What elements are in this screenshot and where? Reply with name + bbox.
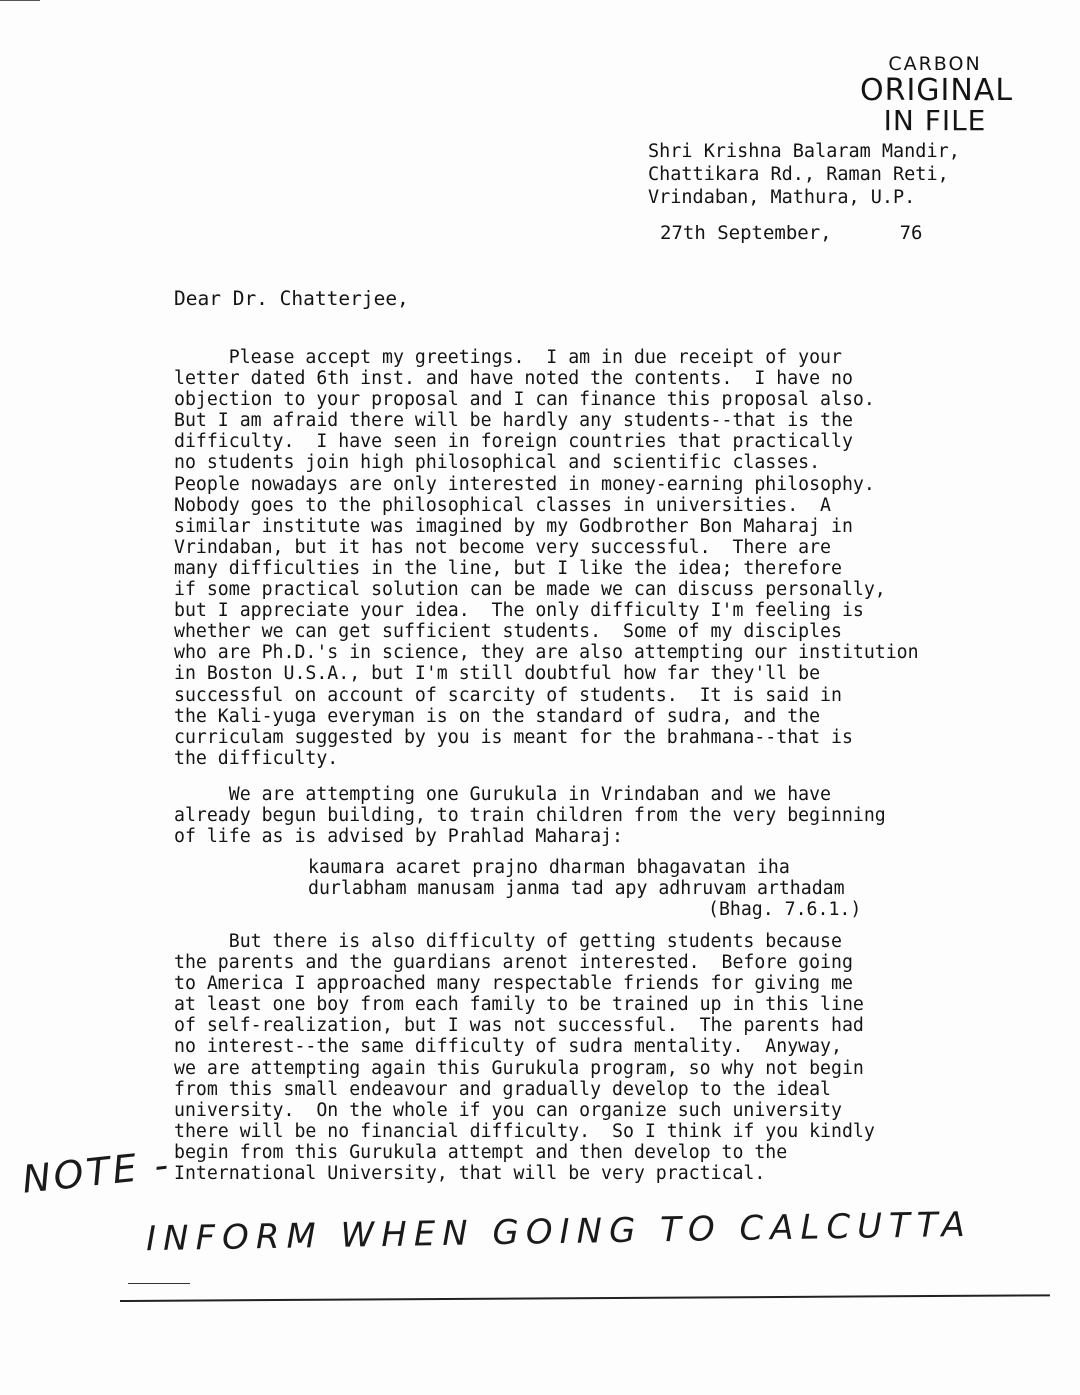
- body-line: similar institute was imagined by my Godbrother Bon Maharaj in: [174, 515, 853, 537]
- stamp-line-3: IN FILE: [883, 104, 987, 138]
- stamp-line-1: CARBON: [888, 53, 982, 75]
- body-line: at least one boy from each family to be trained up in this line: [174, 994, 864, 1016]
- body-line: curriculam suggested by you is meant for the brahmana--that is: [174, 726, 853, 748]
- verse-reference: (Bhag. 7.6.1.): [708, 899, 862, 921]
- body-line: International University, that will be very practical.: [174, 1163, 766, 1185]
- body-line: the difficulty.: [174, 747, 339, 769]
- body-line: We are attempting one Gurukula in Vrindaban and we have: [174, 784, 831, 805]
- body-line: But there is also difficulty of getting students because: [174, 931, 842, 952]
- handwritten-note: INFORM WHEN GOING TO CALCUTTA: [145, 1204, 973, 1260]
- body-line: already begun building, to train children from the very beginning: [174, 805, 886, 827]
- body-line: in Boston U.S.A., but I'm still doubtful how far they'll be: [174, 663, 821, 685]
- body-line: if some practical solution can be made we can discuss personally,: [174, 579, 886, 601]
- body-line: no interest--the same difficulty of sudra mentality. Anyway,: [174, 1036, 842, 1058]
- body-line: but I appreciate your idea. The only difficulty I'm feeling is: [174, 600, 864, 622]
- verse-line-1: kaumara acaret prajno dharman bhagavatan iha: [308, 857, 790, 878]
- body-line: successful on account of scarcity of students. It is said in: [174, 684, 842, 706]
- sanskrit-verse: [308, 857, 861, 920]
- corner-mark: [0, 0, 40, 9]
- body-line: university. On the whole if you can organize such university: [174, 1099, 842, 1121]
- body-line: from this small endeavour and gradually develop to the ideal: [174, 1078, 831, 1100]
- carbon-stamp: [860, 53, 1014, 138]
- body-line: Please accept my greetings. I am in due receipt of your: [174, 347, 842, 368]
- body-line: to America I approached many respectable friends for giving me: [174, 973, 853, 995]
- bottom-rule: [120, 1294, 1050, 1302]
- body-line: the Kali-yuga everyman is on the standard of sudra, and the: [174, 705, 821, 727]
- body-line: of self-realization, but I was not successful. The parents had: [174, 1015, 864, 1037]
- letter-date: [660, 222, 922, 244]
- paragraph-3: [174, 931, 875, 1184]
- body-line: difficulty. I have seen in foreign countries that practically: [174, 431, 853, 453]
- handwritten-note-label: NOTE -: [20, 1142, 174, 1202]
- verse-line-2: durlabham manusam janma tad apy adhruvam arthadam: [308, 878, 845, 900]
- body-line: of life as is advised by Prahlad Maharaj:: [174, 826, 623, 848]
- body-line: who are Ph.D.'s in science, they are also attempting our institution: [174, 642, 919, 664]
- body-line: many difficulties in the line, but I like the idea; therefore: [174, 557, 842, 579]
- body-line: begin from this Gurukula attempt and then develop to the: [174, 1141, 788, 1163]
- paragraph-1: [174, 347, 919, 769]
- address-line-3: Vrindaban, Mathura, U.P.: [648, 187, 916, 208]
- body-line: there will be no financial difficulty. So I think if you kindly: [174, 1120, 875, 1142]
- short-rule: [128, 1283, 190, 1284]
- body-line: Nobody goes to the philosophical classes in universities. A: [174, 494, 831, 516]
- paragraph-2: [174, 784, 886, 847]
- body-line: the parents and the guardians arenot interested. Before going: [174, 952, 853, 974]
- body-line: But I am afraid there will be hardly any students--that is the: [174, 410, 853, 432]
- address-line-2: Chattikara Rd., Raman Reti,: [648, 164, 949, 185]
- body-line: no students join high philosophical and scientific classes.: [174, 452, 821, 474]
- body-line: whether we can get sufficient students. Some of my disciples: [174, 621, 842, 643]
- date-text: 27th September,: [660, 222, 832, 244]
- body-line: People nowadays are only interested in money-earning philosophy.: [174, 473, 875, 495]
- salutation: Dear Dr. Chatterjee,: [174, 287, 409, 310]
- body-line: we are attempting again this Gurukula program, so why not begin: [174, 1057, 864, 1079]
- body-line: Vrindaban, but it has not become very successful. There are: [174, 536, 831, 558]
- sender-address: [648, 140, 960, 209]
- body-line: letter dated 6th inst. and have noted the contents. I have no: [174, 368, 853, 390]
- stamp-line-2: ORIGINAL: [860, 72, 1014, 108]
- body-line: objection to your proposal and I can finance this proposal also.: [174, 389, 875, 411]
- date-year: 76: [899, 222, 923, 244]
- address-line-1: Shri Krishna Balaram Mandir,: [648, 141, 960, 162]
